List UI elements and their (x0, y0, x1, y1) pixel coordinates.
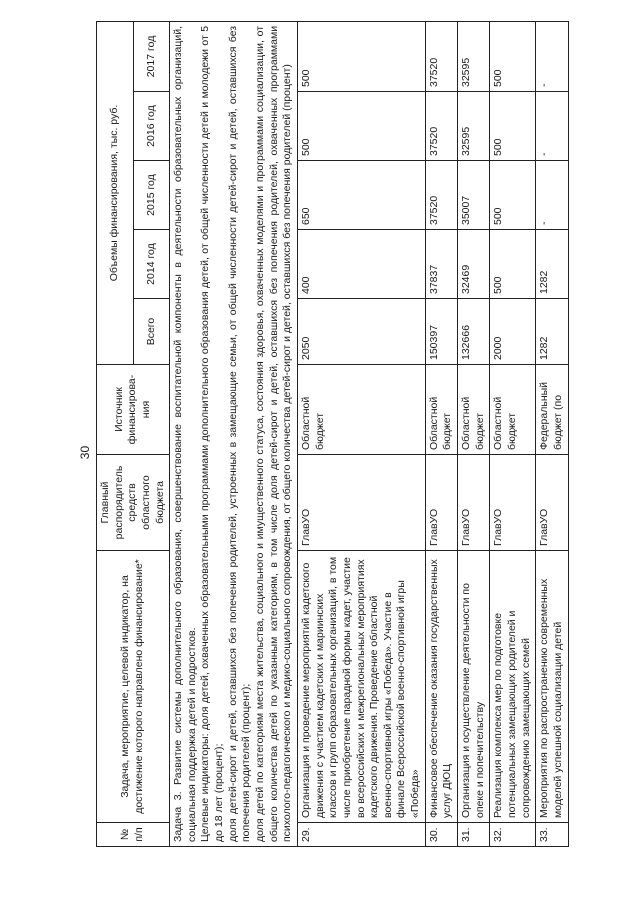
financing-table (96, 21, 569, 847)
header-manager: Главный распорядитель средств областного бюджета (97, 455, 170, 551)
table-row (425, 21, 457, 846)
header-number: № п/п (97, 823, 170, 847)
task-title: Задача 3. Развитие системы дополнительного образования, совершенствование воспитательной компоненты в деятельности образовательных организаций, социальная поддержка детей и подростков. (172, 25, 198, 842)
row-2016: 32595 (458, 92, 490, 161)
row-total: 132666 (458, 299, 490, 365)
header-funding: Объемы финансирования, тыс. руб. (97, 21, 134, 364)
row-source: Федеральный бюджет (по (536, 365, 568, 455)
row-2017: 37520 (425, 21, 457, 91)
row-2017: - (536, 21, 568, 91)
header-source: Источник финансирова-ния (97, 365, 170, 455)
row-source: Областной бюджет (490, 365, 536, 455)
table-row (297, 21, 425, 846)
row-2015: 37520 (425, 161, 457, 230)
task-indicator: доля детей-сирот и детей, оставшихся без попечения родителей, устроенных в замещающие семьи, от общей численности детей-сирот и детей, оставшихся без попечения родителей (процент); (226, 25, 253, 842)
row-number: 32. (490, 823, 536, 847)
header-year-2015: 2015 год (133, 161, 170, 230)
task-indicator: доля детей по категориям места жительства, социального и имущественного статуса, состояния здоровья, охваченных моделями и программами социализации, от общего количества детей по указанным категориям, в том числе доля детей-сирот и детей, оставшихся без попечения родителей, охваченных программами психолого-педагогического и медико-социального сопровождения, от общего количества детей-сирот и детей, оставшихся без попечения родителей (процент) (254, 25, 294, 842)
row-manager: ГлавУО (490, 455, 536, 551)
row-number: 33. (536, 823, 568, 847)
row-2015: 35007 (458, 161, 490, 230)
row-total: 2000 (490, 299, 536, 365)
row-2014: 37837 (425, 230, 457, 299)
header-row (97, 21, 134, 846)
header-task: Задача, мероприятие, целевой индикатор, на достижение которого направлено финансирование* (97, 551, 170, 823)
task-description (170, 21, 298, 846)
row-number: 30. (425, 823, 457, 847)
row-2014: 400 (297, 230, 425, 299)
row-number: 29. (297, 823, 425, 847)
row-manager: ГлавУО (458, 455, 490, 551)
row-2014: 1282 (536, 230, 568, 299)
row-activity: Организация и проведение мероприятий кадетского движения с участием кадетских и мариинских классов и групп образовательных организаций, в том числе приобретение парадной формы кадет, участие во всероссийских и межрегиональных мероприятиях кадетского движения. Проведение областной военно-спортивной игры «Победа». Участие в финале Всероссийской военно-спортивной игры «Победа» (297, 551, 425, 823)
row-total: 1282 (536, 299, 568, 365)
row-2016: 37520 (425, 92, 457, 161)
row-2016: 500 (297, 92, 425, 161)
row-2016: - (536, 92, 568, 161)
header-total: Всего (133, 299, 170, 365)
row-2014: 32469 (458, 230, 490, 299)
row-source: Областной бюджет (458, 365, 490, 455)
task-indicator: Целевые индикаторы: доля детей, охваченных образовательными программами дополнительного образования детей, от общей численности детей и молодежи от 5 до 18 лет (процент); (199, 25, 226, 842)
row-number: 31. (458, 823, 490, 847)
table-row (536, 21, 568, 846)
row-2015: 650 (297, 161, 425, 230)
row-2017: 500 (490, 21, 536, 91)
row-2017: 500 (297, 21, 425, 91)
row-source: Областной бюджет (425, 365, 457, 455)
table-row (490, 21, 536, 846)
row-manager: ГлавУО (297, 455, 425, 551)
row-total: 150397 (425, 299, 457, 365)
header-year-2016: 2016 год (133, 92, 170, 161)
row-activity: Организация и осуществление деятельности по опеке и попечительству (458, 551, 490, 823)
row-2014: 500 (490, 230, 536, 299)
table-row (458, 21, 490, 846)
row-2017: 32595 (458, 21, 490, 91)
row-activity: Мероприятия по распространению современных моделей успешной социализации детей (536, 551, 568, 823)
page-number: 30 (78, 445, 92, 460)
row-2015: - (536, 161, 568, 230)
row-activity: Реализация комплекса мер по подготовке потенциальных замещающих родителей и сопровождению замещающих семей (490, 551, 536, 823)
row-source: Областной бюджет (297, 365, 425, 455)
row-2015: 500 (490, 161, 536, 230)
row-total: 2050 (297, 299, 425, 365)
header-year-2014: 2014 год (133, 230, 170, 299)
row-manager: ГлавУО (425, 455, 457, 551)
row-manager: ГлавУО (536, 455, 568, 551)
row-activity: Финансовое обеспечение оказания государственных услуг ДЮЦ (425, 551, 457, 823)
header-year-2017: 2017 год (133, 21, 170, 91)
row-2016: 500 (490, 92, 536, 161)
task-row (170, 21, 298, 846)
